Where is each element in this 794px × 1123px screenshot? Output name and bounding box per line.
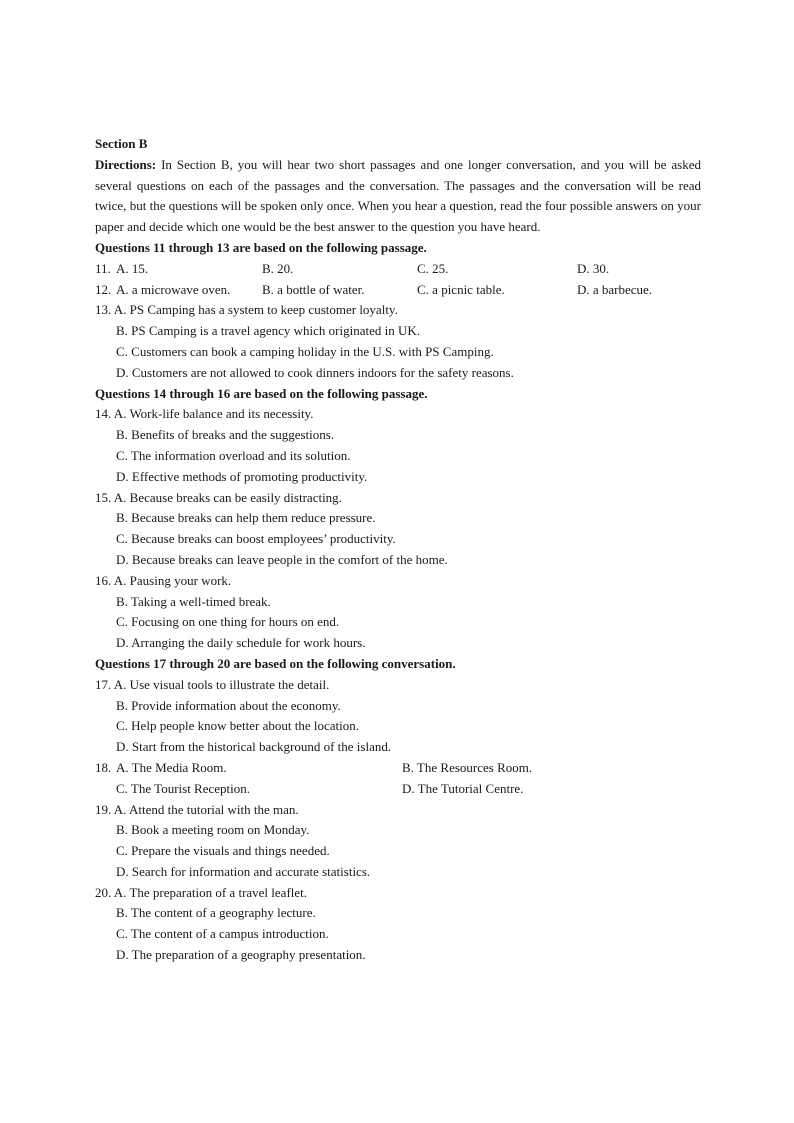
option-c: C. The content of a campus introduction. — [116, 926, 329, 942]
option-c: C. 25. — [417, 260, 449, 276]
option-c: C. a picnic table. — [417, 281, 505, 297]
option-d: D. 30. — [577, 260, 610, 276]
question-number: 13. — [95, 302, 112, 318]
option-c: C. The Tourist Reception. — [116, 780, 251, 796]
question-16 — [95, 571, 701, 654]
option-a: A. PS Camping has a system to keep customer loyalty. — [113, 302, 398, 318]
section-title: Section B — [95, 136, 148, 151]
option-b: B. Taking a well-timed break. — [116, 593, 271, 609]
directions-label: Directions: — [95, 156, 157, 172]
option-c: C. Help people know better about the location. — [116, 718, 359, 734]
question-14 — [95, 404, 701, 487]
option-b: B. a bottle of water. — [262, 281, 365, 297]
question-11 — [95, 259, 701, 280]
question-19 — [95, 800, 701, 883]
question-number: 11. — [95, 260, 111, 276]
question-number: 14. — [95, 406, 112, 422]
option-a: A. Pausing your work. — [113, 572, 232, 588]
question-number: 12. — [95, 281, 112, 297]
question-12 — [95, 280, 701, 301]
question-number: 20. — [95, 884, 112, 900]
option-a: A. The Media Room. — [116, 759, 227, 775]
section-b — [95, 134, 701, 966]
option-c: C. Focusing on one thing for hours on end. — [116, 614, 340, 630]
option-d: D. Effective methods of promoting productivity. — [116, 468, 368, 484]
option-a: A. a microwave oven. — [116, 281, 231, 297]
option-b: B. Because breaks can help them reduce pressure. — [116, 510, 376, 526]
option-d: D. Start from the historical background of the island. — [116, 739, 392, 755]
option-b: B. The Resources Room. — [402, 759, 533, 775]
option-d: D. The preparation of a geography presentation. — [116, 947, 366, 963]
question-20 — [95, 883, 701, 966]
question-number: 18. — [95, 759, 112, 775]
option-b: B. Provide information about the economy. — [116, 697, 341, 713]
directions — [95, 155, 701, 238]
option-a: A. Use visual tools to illustrate the detail. — [113, 676, 330, 692]
group-heading: Questions 14 through 16 are based on the following passage. — [95, 385, 428, 401]
option-a: A. Work-life balance and its necessity. — [113, 406, 314, 422]
question-number: 15. — [95, 489, 112, 505]
question-18 — [95, 758, 701, 800]
option-d: D. Search for information and accurate statistics. — [116, 863, 371, 879]
directions-text: In Section B, you will hear two short passages and one longer conversation, and you will be asked several questions on each of the passages and the conversation. The passages and the conversation will be read twice, but the questions will be spoken only once. When you hear a question, read the four possible answers on your paper and decide which one would be the best answer to the question you have heard. — [95, 156, 701, 235]
option-b: B. The content of a geography lecture. — [116, 905, 316, 921]
option-c: C. Prepare the visuals and things needed. — [116, 843, 330, 859]
question-13 — [95, 300, 701, 383]
option-a: A. Because breaks can be easily distracting. — [113, 489, 342, 505]
option-d: D. The Tutorial Centre. — [402, 780, 524, 796]
option-d: D. a barbecue. — [577, 281, 653, 297]
option-a: A. 15. — [116, 260, 149, 276]
question-number: 17. — [95, 676, 112, 692]
option-d: D. Customers are not allowed to cook dinners indoors for the safety reasons. — [116, 364, 514, 380]
option-b: B. 20. — [262, 260, 294, 276]
question-15 — [95, 488, 701, 571]
option-a: A. The preparation of a travel leaflet. — [113, 884, 308, 900]
question-number: 19. — [95, 801, 112, 817]
option-b: B. PS Camping is a travel agency which originated in UK. — [116, 323, 421, 339]
option-c: C. The information overload and its solution. — [116, 447, 351, 463]
group-heading: Questions 17 through 20 are based on the following conversation. — [95, 655, 456, 671]
option-d: D. Arranging the daily schedule for work hours. — [116, 635, 366, 651]
option-b: B. Benefits of breaks and the suggestions. — [116, 427, 335, 443]
question-17 — [95, 675, 701, 758]
option-c: C. Customers can book a camping holiday in the U.S. with PS Camping. — [116, 343, 494, 359]
question-number: 16. — [95, 572, 112, 588]
option-c: C. Because breaks can boost employees’ productivity. — [116, 531, 396, 547]
option-b: B. Book a meeting room on Monday. — [116, 822, 310, 838]
group-heading: Questions 11 through 13 are based on the following passage. — [95, 239, 427, 255]
option-d: D. Because breaks can leave people in the comfort of the home. — [116, 551, 448, 567]
option-a: A. Attend the tutorial with the man. — [113, 801, 299, 817]
